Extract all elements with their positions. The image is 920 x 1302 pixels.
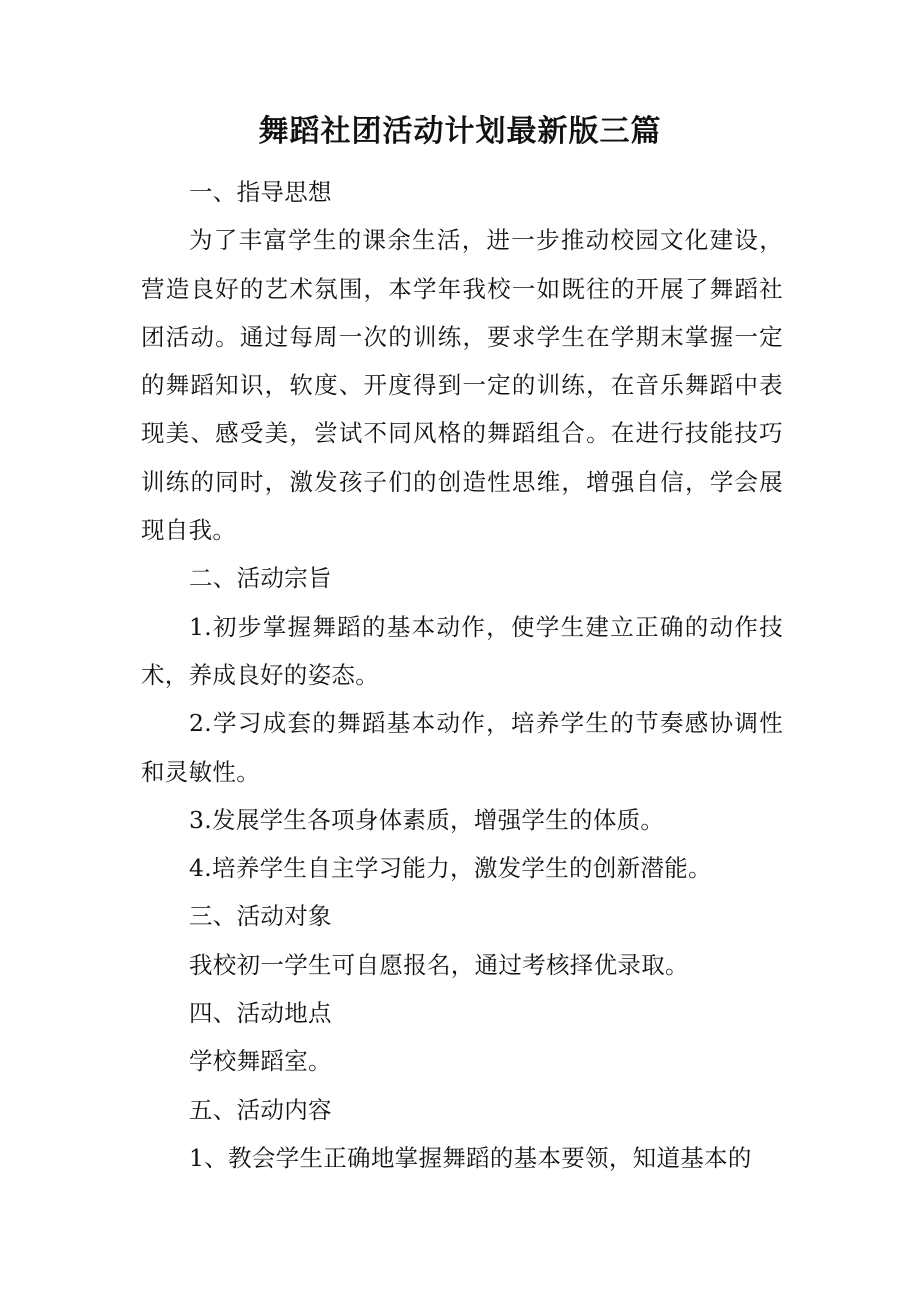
heading-activity-content: 五、活动内容 <box>189 1095 332 1124</box>
heading-activity-location: 四、活动地点 <box>189 999 332 1028</box>
paragraph-activity-target: 我校初一学生可自愿报名，通过考核择优录取。 <box>189 950 689 979</box>
document-title: 舞蹈社团活动计划最新版三篇 <box>258 114 662 149</box>
heading-activity-purpose: 二、活动宗旨 <box>189 564 332 593</box>
list-item-purpose-2: 2.学习成套的舞蹈基本动作，培养学生的节奏感协调性和灵敏性。 <box>141 709 783 786</box>
list-item-purpose-1: 1.初步掌握舞蹈的基本动作，使学生建立正确的动作技术，养成良好的姿态。 <box>141 612 783 689</box>
heading-activity-target: 三、活动对象 <box>189 902 332 931</box>
document-body <box>141 168 783 1182</box>
heading-guiding-ideology: 一、指导思想 <box>189 178 332 206</box>
list-item-purpose-4: 4.培养学生自主学习能力，激发学生的创新潜能。 <box>189 854 712 883</box>
list-item-purpose-3: 3.发展学生各项身体素质，增强学生的体质。 <box>189 805 665 834</box>
paragraph-activity-location: 学校舞蹈室。 <box>189 1047 332 1076</box>
list-item-content-1: 1、教会学生正确地掌握舞蹈的基本要领，知道基本的 <box>189 1143 752 1172</box>
paragraph-intro: 为了丰富学生的课余生活，进一步推动校园文化建设，营造良好的艺术氛围，本学年我校一如既往的开展了舞蹈社团活动。通过每周一次的训练，要求学生在学期末掌握一定的舞蹈知识，软度、开度得到一定的训练，在音乐舞蹈中表现美、感受美，尝试不同风格的舞蹈组合。在进行技能技巧训练的同时，激发孩子们的创造性思维，增强自信，学会展现自我。 <box>141 226 783 545</box>
